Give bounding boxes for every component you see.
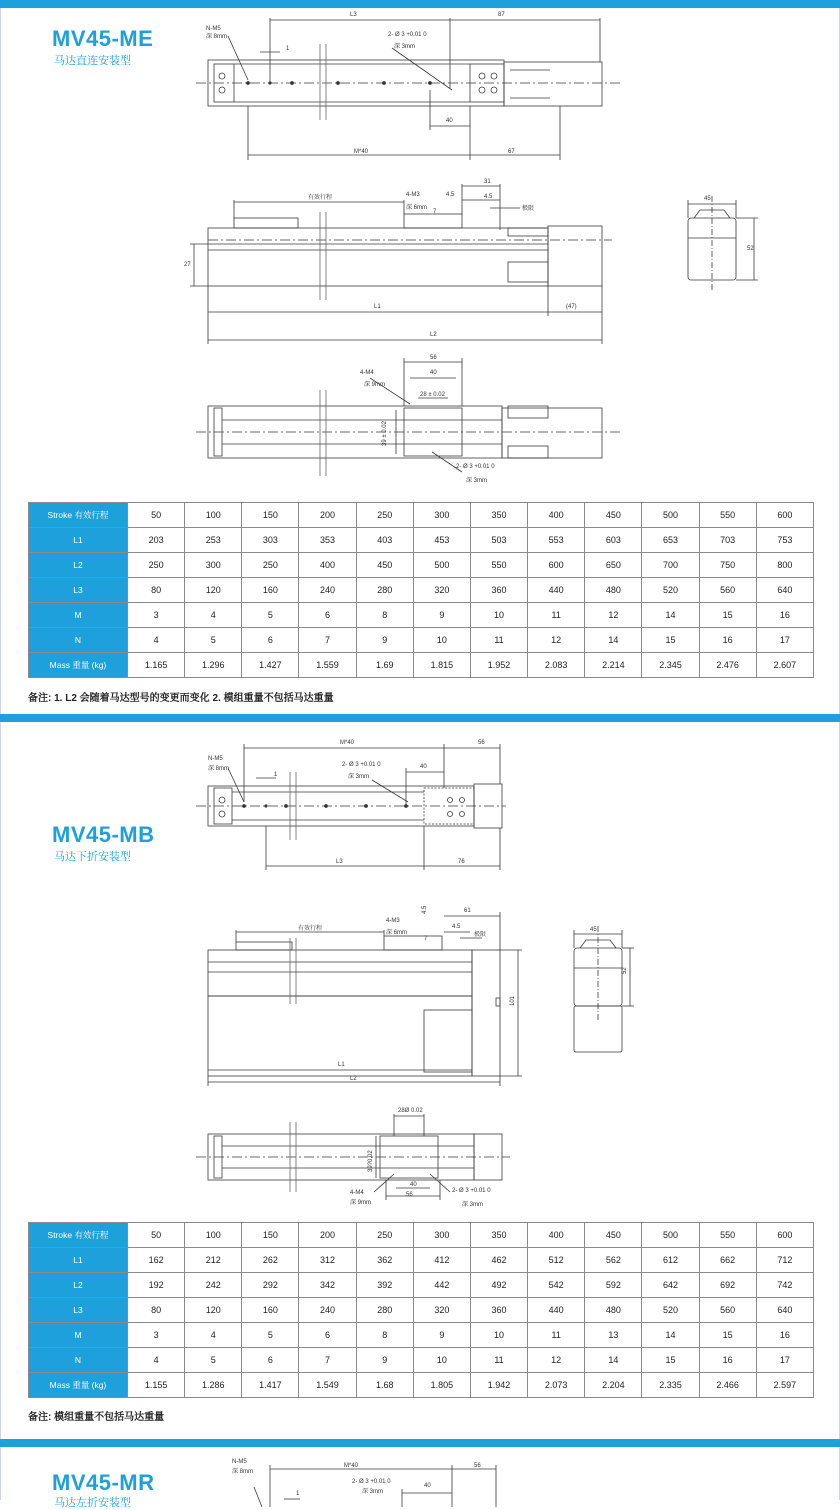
drawing-labels-mb	[208, 740, 628, 1208]
table-cell: 1.952	[470, 653, 527, 678]
dim-label: 1	[296, 1491, 300, 1497]
table-cell: 450	[356, 553, 413, 578]
dim-label: M*40	[344, 1463, 359, 1469]
dim-label: 4-M4	[350, 1190, 364, 1196]
table-row	[29, 1323, 814, 1348]
table-cell: 150	[242, 503, 299, 528]
table-cell: 303	[242, 528, 299, 553]
table-cell: 2.476	[699, 653, 756, 678]
dim-label: 4-M4	[360, 370, 374, 376]
dim-label: 有效行程	[298, 926, 323, 932]
table-cell: 250	[242, 553, 299, 578]
side-view	[208, 912, 522, 1086]
dim-label: 深 3mm	[362, 1489, 384, 1495]
table-cell: 14	[585, 628, 642, 653]
dim-label: 4.5	[484, 194, 493, 200]
table-cell: 1.549	[299, 1373, 356, 1398]
table-row	[29, 1273, 814, 1298]
table-row	[29, 1248, 814, 1273]
table-cell: 11	[470, 1348, 527, 1373]
table-cell: 5	[242, 603, 299, 628]
section-title: MV45-MB	[52, 822, 155, 847]
table-cell: 2.083	[528, 653, 585, 678]
table-cell: 700	[642, 553, 699, 578]
table-cell: 16	[756, 603, 813, 628]
table-cell: 1.296	[185, 653, 242, 678]
end-view	[574, 926, 634, 1052]
table-row	[29, 628, 814, 653]
table-cell: 442	[413, 1273, 470, 1298]
table-row	[29, 503, 814, 528]
table-cell: 2.335	[642, 1373, 699, 1398]
table-cell: 12	[585, 603, 642, 628]
table-cell: 500	[642, 1223, 699, 1248]
table-cell: 500	[642, 503, 699, 528]
note-me: 备注: 1. L2 会随着马达型号的变更而变化 2. 模组重量不包括马达重量	[28, 693, 334, 704]
row-header: L3	[29, 1298, 128, 1323]
table-cell: 3	[128, 1323, 185, 1348]
dim-label: 深 9mm	[350, 1200, 372, 1206]
dim-label: 56	[430, 355, 437, 361]
table-cell: 600	[756, 1223, 813, 1248]
dim-label: 有效行程	[308, 195, 333, 201]
dim-label: L1	[374, 304, 381, 310]
row-header: Stroke 有效行程	[29, 1223, 128, 1248]
dim-label: 56	[474, 1463, 481, 1469]
table-cell: 342	[299, 1273, 356, 1298]
table-cell: 742	[756, 1273, 813, 1298]
table-cell: 462	[470, 1248, 527, 1273]
dim-label: 56	[478, 740, 485, 746]
table-cell: 4	[185, 603, 242, 628]
table-row	[29, 553, 814, 578]
dim-label: 39 ± 0.02	[382, 421, 388, 446]
table-cell: 13	[585, 1323, 642, 1348]
table-cell: 160	[242, 578, 299, 603]
table-cell: 703	[699, 528, 756, 553]
table-cell: 6	[242, 628, 299, 653]
table-cell: 7	[299, 628, 356, 653]
dim-label: 深 3mm	[466, 478, 488, 484]
table-cell: 560	[699, 1298, 756, 1323]
dim-label: N-M5	[208, 756, 223, 762]
table-cell: 50	[128, 1223, 185, 1248]
table-cell: 5	[185, 628, 242, 653]
table-cell: 150	[242, 1223, 299, 1248]
table-cell: 250	[356, 1223, 413, 1248]
table-cell: 242	[185, 1273, 242, 1298]
table-row	[29, 603, 814, 628]
table-cell: 480	[585, 578, 642, 603]
bottom-view	[196, 358, 620, 476]
table-cell: 712	[756, 1248, 813, 1273]
table-cell: 15	[642, 628, 699, 653]
table-cell: 292	[242, 1273, 299, 1298]
table-cell: 350	[470, 1223, 527, 1248]
table-cell: 440	[528, 1298, 585, 1323]
dim-label: L3	[350, 12, 357, 18]
table-cell: 240	[299, 1298, 356, 1323]
drawing-labels-mr	[232, 1459, 481, 1497]
table-cell: 12	[528, 1348, 585, 1373]
dim-label: 2- Ø 3 +0.01 0	[456, 464, 495, 470]
dim-label: 深 8mm	[232, 1469, 254, 1475]
dim-label: 2- Ø 3 +0.01 0	[452, 1188, 491, 1194]
table-cell: 353	[299, 528, 356, 553]
table-cell: 2.214	[585, 653, 642, 678]
table-cell: 750	[699, 553, 756, 578]
table-cell: 12	[528, 628, 585, 653]
table-cell: 300	[413, 1223, 470, 1248]
table-cell: 200	[299, 1223, 356, 1248]
table-cell: 503	[470, 528, 527, 553]
table-cell: 240	[299, 578, 356, 603]
table-cell: 642	[642, 1273, 699, 1298]
table-cell: 16	[699, 628, 756, 653]
table-cell: 403	[356, 528, 413, 553]
table-cell: 612	[642, 1248, 699, 1273]
row-header: N	[29, 1348, 128, 1373]
table-cell: 2.345	[642, 653, 699, 678]
table-cell: 80	[128, 1298, 185, 1323]
row-header: L2	[29, 1273, 128, 1298]
table-cell: 653	[642, 528, 699, 553]
table-cell: 16	[756, 1323, 813, 1348]
dim-label: 40	[446, 118, 453, 124]
row-header: Mass 重量 (kg)	[29, 1373, 128, 1398]
table-cell: 450	[585, 1223, 642, 1248]
table-cell: 4	[128, 1348, 185, 1373]
table-cell: 300	[413, 503, 470, 528]
table-cell: 592	[585, 1273, 642, 1298]
dim-label: 4.5	[446, 192, 455, 198]
table-cell: 4	[185, 1323, 242, 1348]
table-cell: 120	[185, 578, 242, 603]
technical-drawing-mb	[0, 722, 840, 1212]
table-cell: 50	[128, 503, 185, 528]
table-cell: 300	[185, 553, 242, 578]
table-cell: 412	[413, 1248, 470, 1273]
dim-label: 深 9mm	[364, 382, 386, 388]
row-header: L3	[29, 578, 128, 603]
table-cell: 14	[585, 1348, 642, 1373]
table-cell: 360	[470, 1298, 527, 1323]
table-cell: 7	[299, 1348, 356, 1373]
table-cell: 100	[185, 503, 242, 528]
dim-label: L3	[336, 859, 343, 865]
dim-label: 52	[747, 246, 754, 252]
table-cell: 1.155	[128, 1373, 185, 1398]
table-cell: 160	[242, 1298, 299, 1323]
table-cell: 1.815	[413, 653, 470, 678]
row-header: Stroke 有效行程	[29, 503, 128, 528]
table-cell: 320	[413, 578, 470, 603]
table-cell: 8	[356, 1323, 413, 1348]
dim-label: 7	[424, 936, 428, 942]
table-row	[29, 578, 814, 603]
row-header: L2	[29, 553, 128, 578]
dim-label: 1	[286, 46, 290, 52]
table-cell: 753	[756, 528, 813, 553]
table-cell: 312	[299, 1248, 356, 1273]
table-cell: 6	[242, 1348, 299, 1373]
dim-label: 28Ø 0.02	[398, 1108, 423, 1114]
table-cell: 2.607	[756, 653, 813, 678]
table-cell: 9	[356, 628, 413, 653]
table-cell: 1.417	[242, 1373, 299, 1398]
table-cell: 453	[413, 528, 470, 553]
table-cell: 362	[356, 1248, 413, 1273]
dim-label: 39?0.02	[368, 1150, 374, 1172]
dim-label: 7	[433, 209, 437, 215]
table-cell: 15	[699, 1323, 756, 1348]
table-cell: 520	[642, 578, 699, 603]
table-cell: 450	[585, 503, 642, 528]
table-cell: 1.69	[356, 653, 413, 678]
section-divider-2	[0, 1439, 840, 1447]
technical-drawing-me	[0, 0, 840, 490]
row-header: Mass 重量 (kg)	[29, 653, 128, 678]
table-cell: 480	[585, 1298, 642, 1323]
table-cell: 192	[128, 1273, 185, 1298]
dim-label: 极限	[522, 206, 535, 212]
table-cell: 440	[528, 578, 585, 603]
dim-label: M*40	[340, 740, 355, 746]
table-cell: 15	[642, 1348, 699, 1373]
dim-label: L2	[430, 332, 437, 338]
table-row	[29, 1348, 814, 1373]
table-cell: 2.073	[528, 1373, 585, 1398]
table-cell: 16	[699, 1348, 756, 1373]
section-subtitle: 马达下折安装型	[54, 851, 131, 863]
table-cell: 1.805	[413, 1373, 470, 1398]
table-cell: 662	[699, 1248, 756, 1273]
row-header: M	[29, 603, 128, 628]
row-header: N	[29, 628, 128, 653]
side-view	[190, 184, 612, 344]
dim-label: 27	[184, 262, 191, 268]
dim-label: 深 3mm	[348, 774, 370, 780]
dim-label: 深 8mm	[208, 766, 230, 772]
table-cell: 253	[185, 528, 242, 553]
table-cell: 650	[585, 553, 642, 578]
spec-table-me	[28, 502, 814, 678]
dim-label: 28 ± 0.02	[420, 392, 445, 398]
dim-label: M*40	[354, 149, 369, 155]
table-cell: 400	[528, 1223, 585, 1248]
table-cell: 15	[699, 603, 756, 628]
table-cell: 4	[128, 628, 185, 653]
table-cell: 17	[756, 628, 813, 653]
table-cell: 2.597	[756, 1373, 813, 1398]
dim-label: 2- Ø 3 +0.01 0	[352, 1479, 391, 1485]
dim-label: 52	[622, 967, 628, 974]
table-row	[29, 528, 814, 553]
table-cell: 400	[528, 503, 585, 528]
dim-label: N-M5	[206, 26, 221, 32]
spec-table-mb	[28, 1222, 814, 1398]
table-cell: 550	[699, 1223, 756, 1248]
dim-label: 76	[458, 859, 465, 865]
table-cell: 542	[528, 1273, 585, 1298]
table-cell: 550	[699, 503, 756, 528]
table-cell: 520	[642, 1298, 699, 1323]
table-cell: 600	[756, 503, 813, 528]
section-title: MV45-MR	[52, 1470, 155, 1495]
table-cell: 11	[528, 603, 585, 628]
table-cell: 80	[128, 578, 185, 603]
dim-label: 40	[420, 764, 427, 770]
table-cell: 1.165	[128, 653, 185, 678]
table-cell: 553	[528, 528, 585, 553]
technical-drawing-mr	[0, 1447, 840, 1507]
row-header: L1	[29, 1248, 128, 1273]
dim-label: 极限	[474, 932, 487, 938]
dim-label: 87	[498, 12, 505, 18]
table-cell: 10	[413, 1348, 470, 1373]
row-header: M	[29, 1323, 128, 1348]
table-cell: 1.286	[185, 1373, 242, 1398]
table-cell: 280	[356, 578, 413, 603]
table-cell: 492	[470, 1273, 527, 1298]
dim-label: 深 8mm	[206, 34, 228, 40]
table-cell: 560	[699, 578, 756, 603]
table-cell: 550	[470, 553, 527, 578]
section-title: MV45-ME	[52, 26, 154, 51]
table-cell: 512	[528, 1248, 585, 1273]
dim-label: 61	[464, 908, 471, 914]
table-cell: 250	[356, 503, 413, 528]
table-cell: 9	[413, 603, 470, 628]
table-cell: 320	[413, 1298, 470, 1323]
table-row	[29, 1223, 814, 1248]
table-cell: 203	[128, 528, 185, 553]
table-row	[29, 1298, 814, 1323]
table-cell: 1.427	[242, 653, 299, 678]
table-cell: 11	[528, 1323, 585, 1348]
table-row	[29, 653, 814, 678]
dim-label: 45	[590, 927, 597, 933]
table-cell: 10	[470, 1323, 527, 1348]
table-cell: 5	[185, 1348, 242, 1373]
table-cell: 800	[756, 553, 813, 578]
table-cell: 10	[413, 628, 470, 653]
table-cell: 2.466	[699, 1373, 756, 1398]
dim-label: 40	[430, 370, 437, 376]
table-cell: 162	[128, 1248, 185, 1273]
dim-label: 56	[406, 1192, 413, 1198]
table-cell: 100	[185, 1223, 242, 1248]
dim-label: 40	[410, 1182, 417, 1188]
dim-label: 4-M3	[406, 192, 420, 198]
table-cell: 11	[470, 628, 527, 653]
table-cell: 200	[299, 503, 356, 528]
table-cell: 120	[185, 1298, 242, 1323]
dim-label: L2	[350, 1076, 357, 1082]
top-view	[196, 18, 620, 160]
dim-label: 深 3mm	[394, 44, 416, 50]
dim-label: 45	[704, 196, 711, 202]
table-cell: 1.68	[356, 1373, 413, 1398]
table-cell: 17	[756, 1348, 813, 1373]
table-cell: 350	[470, 503, 527, 528]
table-cell: 603	[585, 528, 642, 553]
dim-label: 101	[510, 995, 516, 1006]
table-cell: 250	[128, 553, 185, 578]
dim-label: 深 3mm	[462, 1202, 484, 1208]
table-cell: 1.942	[470, 1373, 527, 1398]
dim-label: 31	[484, 179, 491, 185]
dim-label: 40	[424, 1483, 431, 1489]
table-cell: 600	[528, 553, 585, 578]
table-cell: 360	[470, 578, 527, 603]
table-cell: 14	[642, 1323, 699, 1348]
table-cell: 400	[299, 553, 356, 578]
table-cell: 562	[585, 1248, 642, 1273]
note-mb: 备注: 模组重量不包括马达重量	[28, 1412, 165, 1423]
table-cell: 3	[128, 603, 185, 628]
section-subtitle: 马达左折安装型	[54, 1497, 131, 1509]
table-cell: 500	[413, 553, 470, 578]
table-cell: 14	[642, 603, 699, 628]
table-cell: 6	[299, 1323, 356, 1348]
dim-label: 4.5	[452, 924, 461, 930]
dim-label: 深 6mm	[386, 930, 408, 936]
table-cell: 6	[299, 603, 356, 628]
dim-label: 67	[508, 149, 515, 155]
dim-label: 2- Ø 3 +0.01 0	[388, 32, 427, 38]
table-cell: 280	[356, 1298, 413, 1323]
dim-label: (47)	[566, 304, 577, 310]
dim-label: L1	[338, 1062, 345, 1068]
table-cell: 692	[699, 1273, 756, 1298]
dim-label: 2- Ø 3 +0.01 0	[342, 762, 381, 768]
dim-label: 1	[274, 772, 278, 778]
row-header: L1	[29, 528, 128, 553]
table-cell: 640	[756, 1298, 813, 1323]
dim-label: 4-M3	[386, 918, 400, 924]
table-cell: 640	[756, 578, 813, 603]
table-cell: 392	[356, 1273, 413, 1298]
table-cell: 5	[242, 1323, 299, 1348]
table-cell: 212	[185, 1248, 242, 1273]
table-cell: 9	[356, 1348, 413, 1373]
section-divider-1	[0, 714, 840, 722]
table-row	[29, 1373, 814, 1398]
dim-label: 深 6mm	[406, 205, 428, 211]
table-cell: 2.204	[585, 1373, 642, 1398]
table-cell: 9	[413, 1323, 470, 1348]
dim-label: N-M5	[232, 1459, 247, 1465]
table-cell: 1.559	[299, 653, 356, 678]
table-cell: 262	[242, 1248, 299, 1273]
section-subtitle: 马达直连安装型	[54, 55, 131, 67]
table-cell: 8	[356, 603, 413, 628]
end-view	[688, 196, 758, 290]
dim-label: 4.5	[422, 905, 428, 914]
table-cell: 10	[470, 603, 527, 628]
